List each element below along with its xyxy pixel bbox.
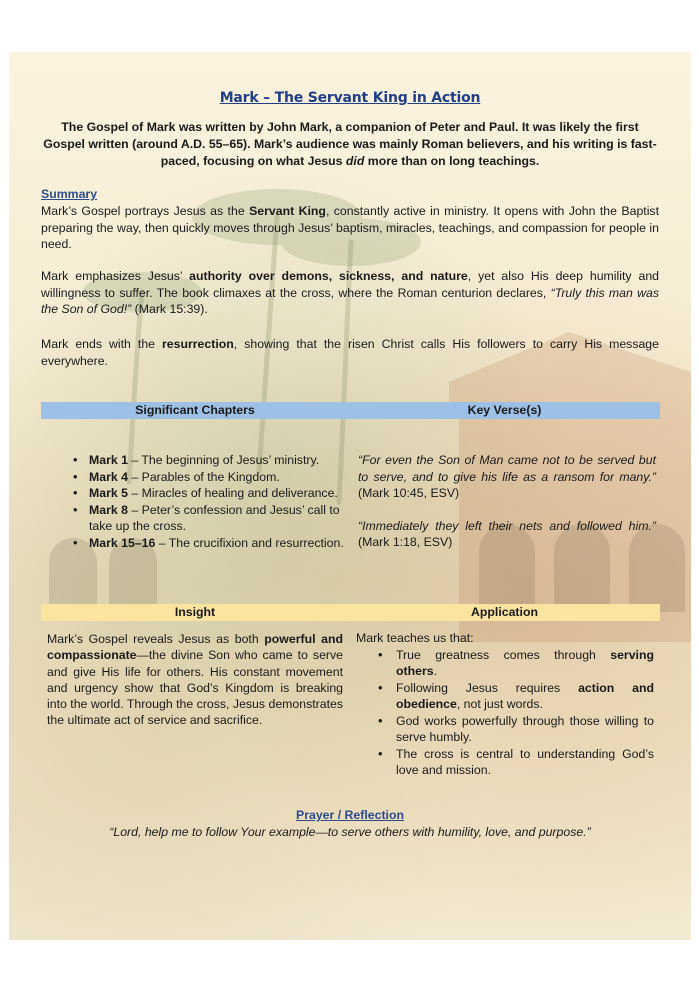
chapter-ref: Mark 8 (89, 502, 128, 517)
list-item (396, 713, 654, 746)
intro-paragraph (39, 119, 661, 170)
list-item (396, 647, 654, 680)
chapter-ref: Mark 1 (89, 453, 128, 467)
insight-header: Insight (41, 604, 349, 621)
text: , not just words. (456, 697, 543, 711)
chapters-list (71, 452, 355, 551)
text: The cross is central to understanding God’s love and mission. (396, 746, 654, 777)
summary-paragraph-2 (41, 268, 659, 318)
text: Mark ends with the (41, 337, 163, 351)
text: Mark emphasizes Jesus’ (41, 269, 190, 283)
text: —the divine Son who came to serve and give His life for others. His constant movement and urgency show that God’s Kingdom is breaking into the world. Through the cross, Jesus demonstrates the ultimate act of service and sacrifice. (47, 648, 343, 728)
chapter-text: – The crucifixion and resurrection. (155, 535, 344, 550)
key-verses-header: Key Verse(s) (349, 402, 660, 419)
list-item (89, 535, 355, 552)
intro-emphasis: did (345, 154, 365, 168)
application-intro: Mark teaches us that: (356, 631, 474, 645)
list-item (89, 485, 355, 502)
verse-quote: “For even the Son of Man came not to be served but to serve, and to give his life as a ransom for many.” (358, 453, 656, 484)
chapter-ref: Mark 4 (89, 469, 128, 484)
list-item (396, 746, 654, 779)
insight-text (47, 631, 343, 729)
intro-text: The Gospel of Mark was written by John Mark, a companion of Peter and Paul. It was likely the first Gospel written (around A.D. 55–65). Mark’s audience was mainly Roman believers, and his writing is fast-paced, focusing on what Jesus (43, 120, 657, 168)
prayer-text: “Lord, help me to follow Your example—to serve others with humility, love, and purpose.” (109, 825, 591, 839)
resurrection-bold: resurrection (162, 337, 234, 351)
verse-ref: (Mark 1:18, ESV) (358, 535, 453, 549)
list-item (89, 502, 355, 535)
prayer-heading: Prayer / Reflection (296, 808, 404, 822)
document-content (9, 52, 691, 940)
text: Following Jesus requires (396, 680, 579, 695)
chapter-ref: Mark 5 (89, 486, 128, 500)
key-verse (358, 452, 656, 502)
authority-bold: authority over demons, sickness, and nature (189, 269, 468, 283)
text: True greatness comes through (396, 647, 611, 662)
key-verses (358, 452, 656, 567)
summary-heading: Summary (41, 187, 98, 201)
application-header: Application (349, 604, 660, 621)
text: Mark’s Gospel reveals Jesus as both (47, 632, 265, 646)
powerful-compassionate-bold: powerful and compassionate (47, 632, 343, 663)
summary-paragraph-3 (41, 336, 659, 369)
text: , showing that the risen Christ calls His followers to carry His message everywhere. (41, 337, 659, 368)
chapter-text: – Miracles of healing and deliverance. (127, 486, 338, 500)
text: (Mark 15:39). (131, 302, 208, 316)
chapter-text: – Peter’s confession and Jesus’ call to take up the cross. (89, 502, 340, 533)
list-item (396, 680, 654, 713)
verse-ref: (Mark 10:45, ESV) (358, 486, 460, 500)
text: Mark’s Gospel portrays Jesus as the (41, 204, 250, 218)
document-page (9, 52, 691, 940)
chapters-header: Significant Chapters (41, 402, 349, 419)
text: , constantly active in ministry. It opens with John the Baptist preparing the way, then quickly moves through Jesus’ baptism, miracles, teachings, and compassion for people in need. (41, 204, 659, 251)
chapter-text: – Parables of the Kingdom. (127, 469, 280, 484)
intro-text-end: more than on long teachings. (364, 154, 540, 168)
text: God works powerfully through those willing to serve humbly. (396, 713, 654, 744)
text: , yet also His deep humility and willingness to suffer. The book climaxes at the cross, where the Roman centurion declares, (41, 269, 659, 300)
text: . (433, 664, 438, 678)
centurion-quote: “Truly this man was the Son of God!” (41, 285, 660, 316)
chapter-ref: Mark 15–16 (89, 535, 156, 550)
verse-quote: “Immediately they left their nets and followed him.” (358, 518, 656, 533)
bold-text: action and obedience (396, 680, 654, 711)
page-title: Mark – The Servant King in Action (219, 90, 481, 106)
summary-paragraph-1 (41, 203, 659, 253)
list-item (89, 452, 355, 469)
application-section (356, 630, 654, 779)
bold-text: serving others (396, 647, 654, 678)
chapter-text: – The beginning of Jesus’ ministry. (127, 453, 320, 467)
servant-king-bold: Servant King (249, 204, 326, 218)
list-item (89, 469, 355, 486)
key-verse (358, 518, 656, 551)
